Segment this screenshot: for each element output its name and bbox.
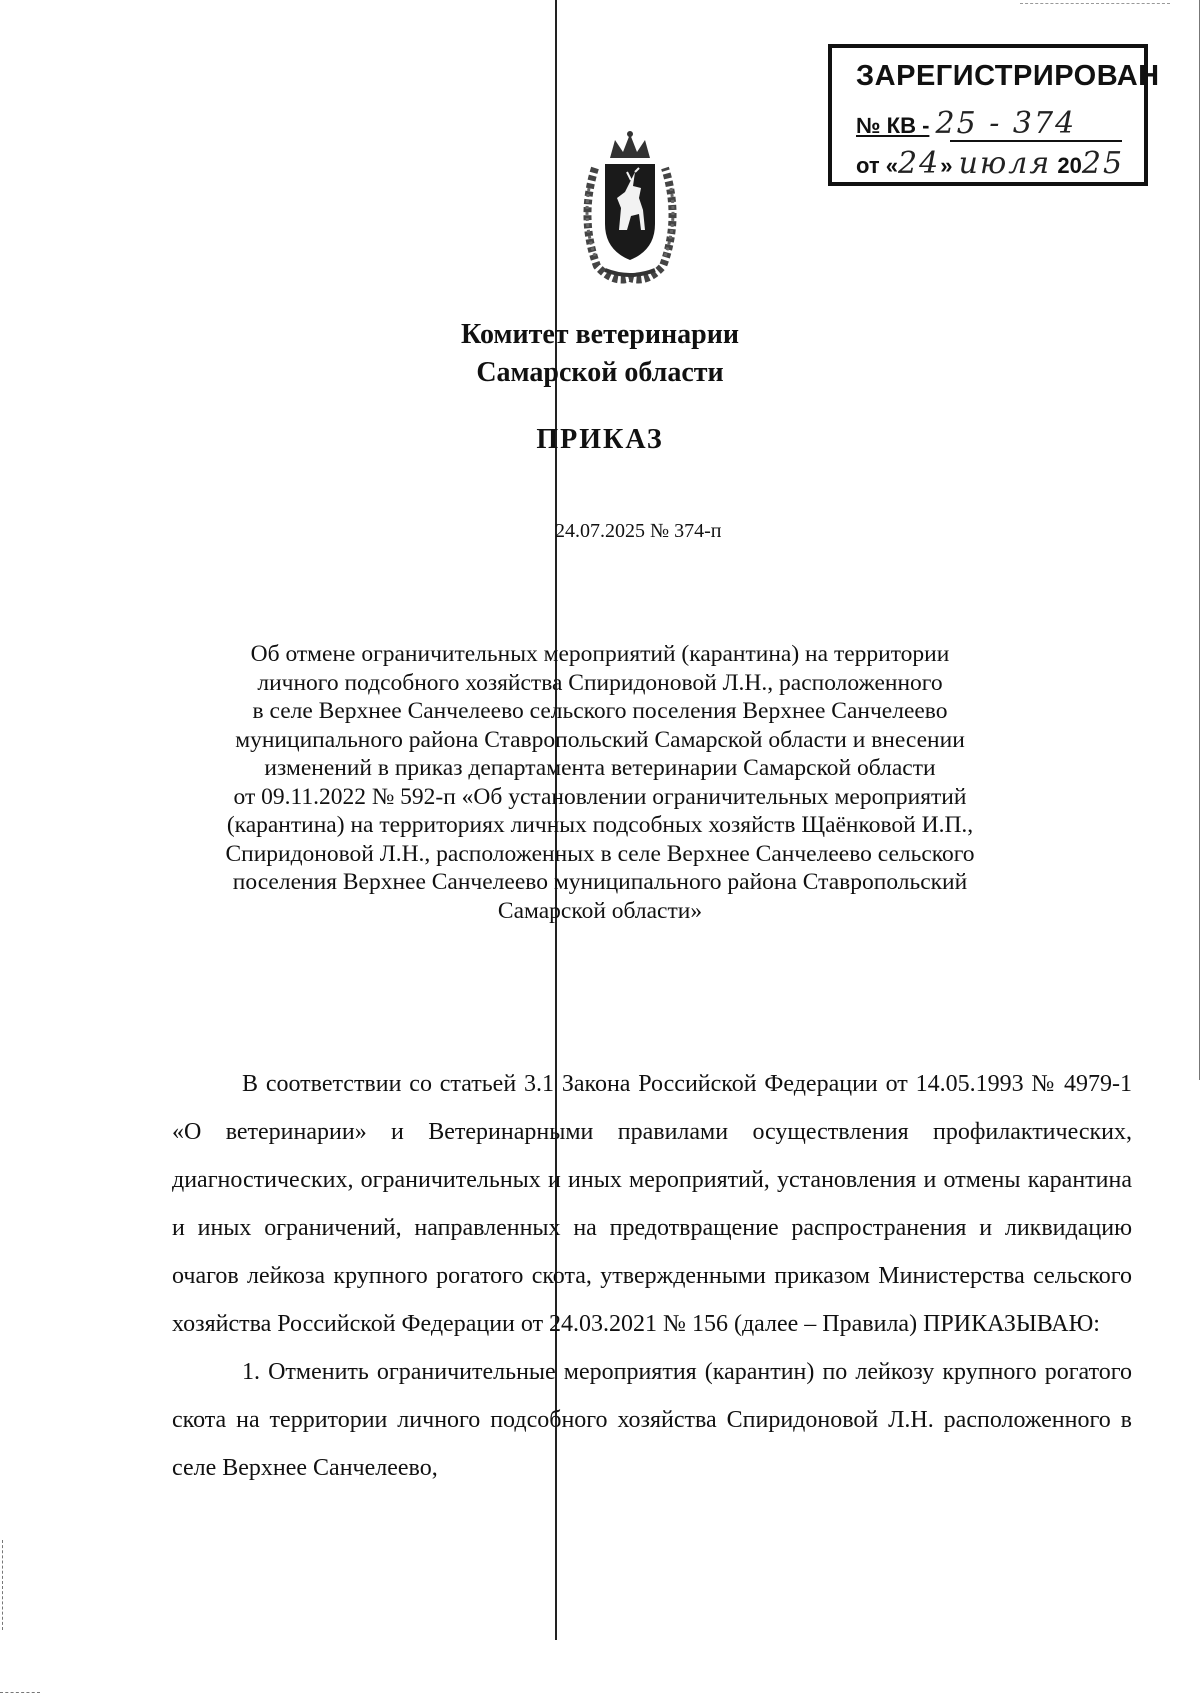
document-date-number: 24.07.2025 № 374-п	[555, 520, 722, 542]
stamp-year-prefix: 20	[1057, 153, 1082, 178]
title-line: Самарской области»	[497, 897, 703, 924]
title-line: Спиридоновой Л.Н., расположенных в селе Верхнее Санчелеево сельского	[225, 840, 975, 867]
stamp-number-prefix: № КВ -	[856, 113, 930, 138]
stamp-month-handwritten: июля	[958, 146, 1052, 181]
body-paragraph: 1. Отменить ограничительные мероприятия (карантин) по лейкозу крупного рогатого скота на территории личного подсобного хозяйства Спиридоновой Л.Н. расположенного в селе Верхнее Санчелеево,	[172, 1359, 1132, 1481]
stamp-date-mid: »	[940, 153, 953, 178]
stamp-title: ЗАРЕГИСТРИРОВАН	[856, 60, 1160, 92]
title-line: (карантина) на территориях личных подсобных хозяйств Щаёнковой И.П.,	[226, 812, 974, 838]
stamp-date-row	[856, 146, 1124, 181]
scan-artifact-dash	[0, 1692, 40, 1693]
stamp-underline	[950, 140, 1122, 142]
title-line: поселения Верхнее Санчелеево муниципального района Ставропольский	[232, 869, 968, 895]
title-line: муниципального района Ставропольский Самарской области и внесении	[235, 726, 965, 753]
coat-of-arms-icon	[575, 128, 685, 288]
organization-name-line1: Комитет ветеринарии	[461, 319, 739, 350]
document-title	[180, 640, 1020, 925]
registration-stamp	[828, 44, 1160, 186]
organization-name-line2: Самарской области	[476, 357, 724, 388]
title-line: личного подсобного хозяйства Спиридоновой Л.Н., расположенного	[257, 669, 943, 696]
stamp-date-prefix: от «	[856, 153, 899, 178]
organization-name	[0, 316, 1200, 392]
stamp-day-handwritten: 24	[898, 146, 941, 181]
document-type: ПРИКАЗ	[536, 424, 664, 455]
title-line: Об отмене ограничительных мероприятий (карантина) на территории	[250, 641, 950, 667]
stamp-number-row	[856, 106, 1076, 141]
body-paragraph: В соответствии со статьей 3.1 Закона Российской Федерации от 14.05.1993 № 4979-1 «О ветеринарии» и Ветеринарными правилами осуществления профилактических, диагностических, ограничительных и иных мероприятий, установления и отмены карантина и иных ограничений, направленных на предотвращение распространения и ликвидацию очагов лейкоза крупного рогатого скота, утвержденными приказом Министерства сельского хозяйства Российской Федерации от 24.03.2021 № 156 (далее – Правила) ПРИКАЗЫВАЮ:	[172, 1071, 1132, 1337]
stamp-year-handwritten: 25	[1081, 146, 1125, 181]
title-line: в селе Верхнее Санчелеево сельского поселения Верхнее Санчелеево	[252, 698, 948, 724]
title-line: от 09.11.2022 № 592-п «Об установлении ограничительных мероприятий	[233, 783, 967, 810]
stamp-number-handwritten: 25 - 374	[935, 106, 1077, 141]
scan-artifact-dash	[2, 1540, 3, 1630]
document-body	[172, 1060, 1132, 1492]
title-line: изменений в приказ департамента ветеринарии Самарской области	[264, 755, 936, 781]
stamp-underline	[898, 182, 1124, 184]
scan-artifact-dash	[1020, 3, 1170, 4]
